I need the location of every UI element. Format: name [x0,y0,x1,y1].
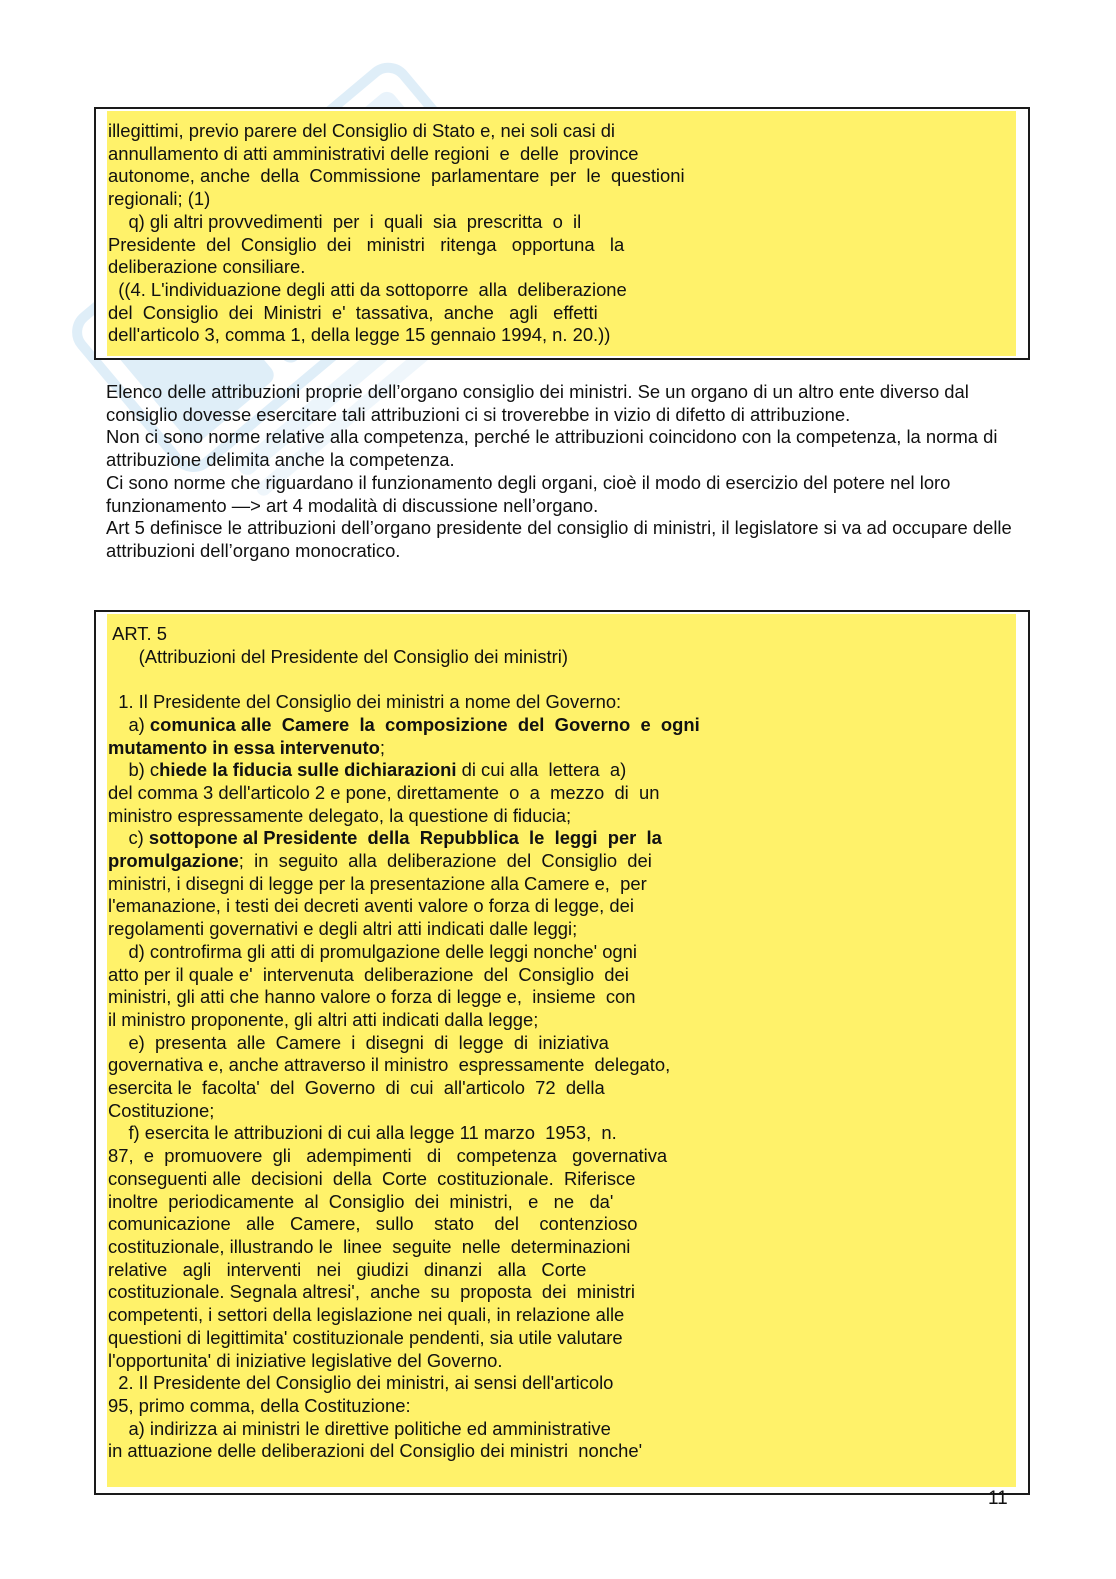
quote-line: il ministro proponente, gli altri atti indicati dalla legge; [108,1008,539,1030]
quote-line: f) esercita le attribuzioni di cui alla legge 11 marzo 1953, n. [108,1122,617,1144]
text-segment: c) [108,827,149,849]
quote-line-a [108,714,700,737]
commentary-paragraph: Non ci sono norme relative alla competenza, perché le attribuzioni coincidono con la competenza, la norma di attribuzione delimita anche la competenza. [106,426,998,471]
quote-line: governativa e, anche attraverso il ministro espressamente delegato, [108,1054,671,1076]
text-segment: ; [379,736,385,758]
quote-line: a) indirizza ai ministri le direttive politiche ed amministrative [108,1417,611,1439]
bold-text-segment: sottopone al Presidente della Repubblica le leggi per la [148,827,662,849]
quote-line: ministri, i disegni di legge per la presentazione alla Camere e, per [108,872,647,894]
quote-line: del comma 3 dell'articolo 2 e pone, direttamente o a mezzo di un [108,781,660,803]
quote-line: in attuazione delle deliberazioni del Consiglio dei ministri nonche' [108,1440,643,1462]
quote-line: deliberazione consiliare. [108,256,306,278]
quote-line: l'opportunita' di iniziative legislative del Governo. [108,1349,503,1371]
blank-line [108,668,700,691]
quote-line: atto per il quale e' intervenuta deliberazione del Consiglio dei [108,963,629,985]
bold-text-segment: promulgazione [108,850,239,872]
text-segment: di cui alla lettera a) [456,759,627,781]
quoted-law-text-1 [108,120,685,347]
quote-line: d) controfirma gli atti di promulgazione delle leggi nonche' ogni [108,940,637,962]
quote-line: del Consiglio dei Ministri e' tassativa, anche agli effetti [108,301,598,323]
quote-line: conseguenti alle decisioni della Corte costituzionale. Riferisce [108,1167,636,1189]
quoted-law-text-2 [108,623,700,1463]
bold-text-segment: hiede la fiducia sulle dichiarazioni [159,759,457,781]
quote-line: 87, e promuovere gli adempimenti di competenza governativa [108,1145,668,1167]
text-segment: a) [108,713,150,735]
bold-text-segment: comunica alle Camere la composizione del Governo e ogni [149,713,700,735]
quote-line: dell'articolo 3, comma 1, della legge 15 gennaio 1994, n. 20.)) [108,324,611,346]
quote-line: 95, primo comma, della Costituzione: [108,1394,411,1416]
quote-line-b [108,759,700,782]
quote-line: regionali; (1) [108,188,211,210]
quote-line: regolamenti governativi e degli altri atti indicati dalle leggi; [108,918,578,940]
commentary-paragraph: Ci sono norme che riguardano il funzionamento degli organi, cioè il modo di esercizio del potere nel loro funzionamento —> art 4 modalità di discussione nell’organo. [106,471,951,516]
page-number: 11 [988,1488,1008,1509]
quote-line: esercita le facolta' del Governo di cui all'articolo 72 della [108,1077,605,1099]
article-subtitle: (Attribuzioni del Presidente del Consiglio dei ministri) [108,645,568,667]
quote-line: 1. Il Presidente del Consiglio dei ministri a nome del Governo: [108,691,622,713]
article-title: ART. 5 [108,623,167,644]
quote-line: relative agli interventi nei giudizi dinanzi alla Corte [108,1258,587,1280]
quote-line-c-cont [108,850,700,873]
commentary-paragraph: Elenco delle attribuzioni proprie dell’organo consiglio dei ministri. Se un organo di un altro ente diverso dal consiglio dovesse esercitare tali attribuzioni ci si troverebbe in vizio di difetto di attribuzione. [106,381,969,425]
quote-line: 2. Il Presidente del Consiglio dei ministri, ai sensi dell'articolo [108,1372,614,1394]
quote-line: ministro espressamente delegato, la questione di fiducia; [108,804,572,826]
text-segment: ; in seguito alla deliberazione del Consiglio dei [238,850,652,872]
quote-line: Presidente del Consiglio dei ministri ritenga opportuna la [108,233,625,255]
quoted-law-box-1 [94,107,1030,360]
quote-line-c [108,827,700,850]
quote-line: inoltre periodicamente al Consiglio dei ministri, e ne da' [108,1190,614,1212]
quote-line-a-cont [108,737,700,760]
quote-line: comunicazione alle Camere, sullo stato del contenzioso [108,1213,638,1235]
quote-line: autonome, anche della Commissione parlamentare per le questioni [108,165,685,187]
quote-line: costituzionale, illustrando le linee seguite nelle determinazioni [108,1235,631,1257]
quote-line: ((4. L'individuazione degli atti da sottoporre alla deliberazione [108,278,627,300]
quote-line: e) presenta alle Camere i disegni di legge di iniziativa [108,1031,609,1053]
quote-line: q) gli altri provvedimenti per i quali sia prescritta o il [108,210,582,232]
bold-text-segment: mutamento in essa intervenuto [108,736,380,758]
quote-line: Costituzione; [108,1099,215,1121]
quote-line: competenti, i settori della legislazione nei quali, in relazione alle [108,1304,625,1326]
quote-line: ministri, gli atti che hanno valore o forza di legge e, insieme con [108,986,636,1008]
quoted-law-box-2 [94,610,1030,1495]
quote-line: illegittimi, previo parere del Consiglio di Stato e, nei soli casi di [108,120,616,141]
quote-line: costituzionale. Segnala altresi', anche su proposta dei ministri [108,1281,635,1303]
text-segment: b) c [108,759,160,781]
commentary-text [106,381,1026,563]
quote-line: questioni di legittimita' costituzionale pendenti, sia utile valutare [108,1326,623,1348]
quote-line: annullamento di atti amministrativi delle regioni e delle province [108,142,639,164]
quote-line: l'emanazione, i testi dei decreti aventi valore o forza di legge, dei [108,895,634,917]
commentary-paragraph: Art 5 definisce le attribuzioni dell’organo presidente del consiglio di ministri, il legislatore si va ad occupare delle attribuzioni dell’organo monocratico. [106,517,1012,561]
